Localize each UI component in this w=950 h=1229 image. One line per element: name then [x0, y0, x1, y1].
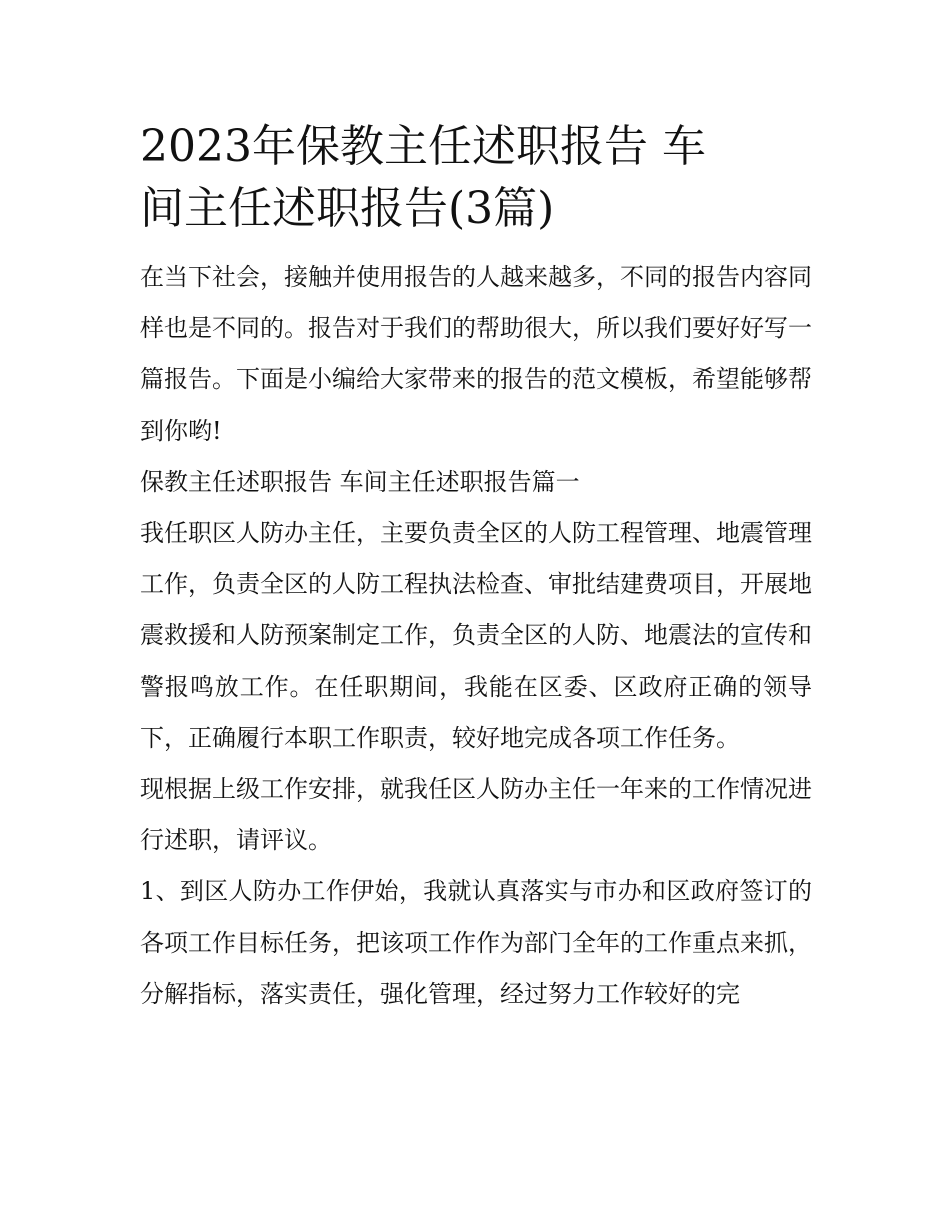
body-paragraph-2: 现根据上级工作安排，就我任区人防办主任一年来的工作情况进行述职，请评议。 — [140, 775, 812, 855]
title-line-1: 2023年保教主任述职报告 车 — [140, 121, 706, 172]
title-line-2: 间主任述职报告(3篇) — [140, 183, 555, 234]
section-heading: 保教主任述职报告 车间主任述职报告篇一 — [140, 467, 580, 496]
body-paragraph-1: 我任职区人防办主任，主要负责全区的人防工程管理、地震管理工作，负责全区的人防工程执法检查、审批结建费项目，开展地震救援和人防预案制定工作，负责全区的人防、地震法的宣传和警报鸣放工作。在任职期间，我能在区委、区政府正确的领导下，正确履行本职工作职责，较好地完成各项工作任务。 — [140, 519, 812, 752]
body-paragraph-3: 1、到区人防办工作伊始，我就认真落实与市办和区政府签订的各项工作目标任务，把该项工作作为部门全年的工作重点来抓，分解指标，落实责任，强化管理，经过努力工作较好的完 — [140, 877, 812, 1008]
intro-paragraph: 在当下社会，接触并使用报告的人越来越多，不同的报告内容同样也是不同的。报告对于我们的帮助很大，所以我们要好好写一篇报告。下面是小编给大家带来的报告的范文模板，希望能够帮到你哟! — [140, 263, 812, 445]
document-title — [140, 116, 812, 240]
document-page — [140, 116, 812, 1020]
